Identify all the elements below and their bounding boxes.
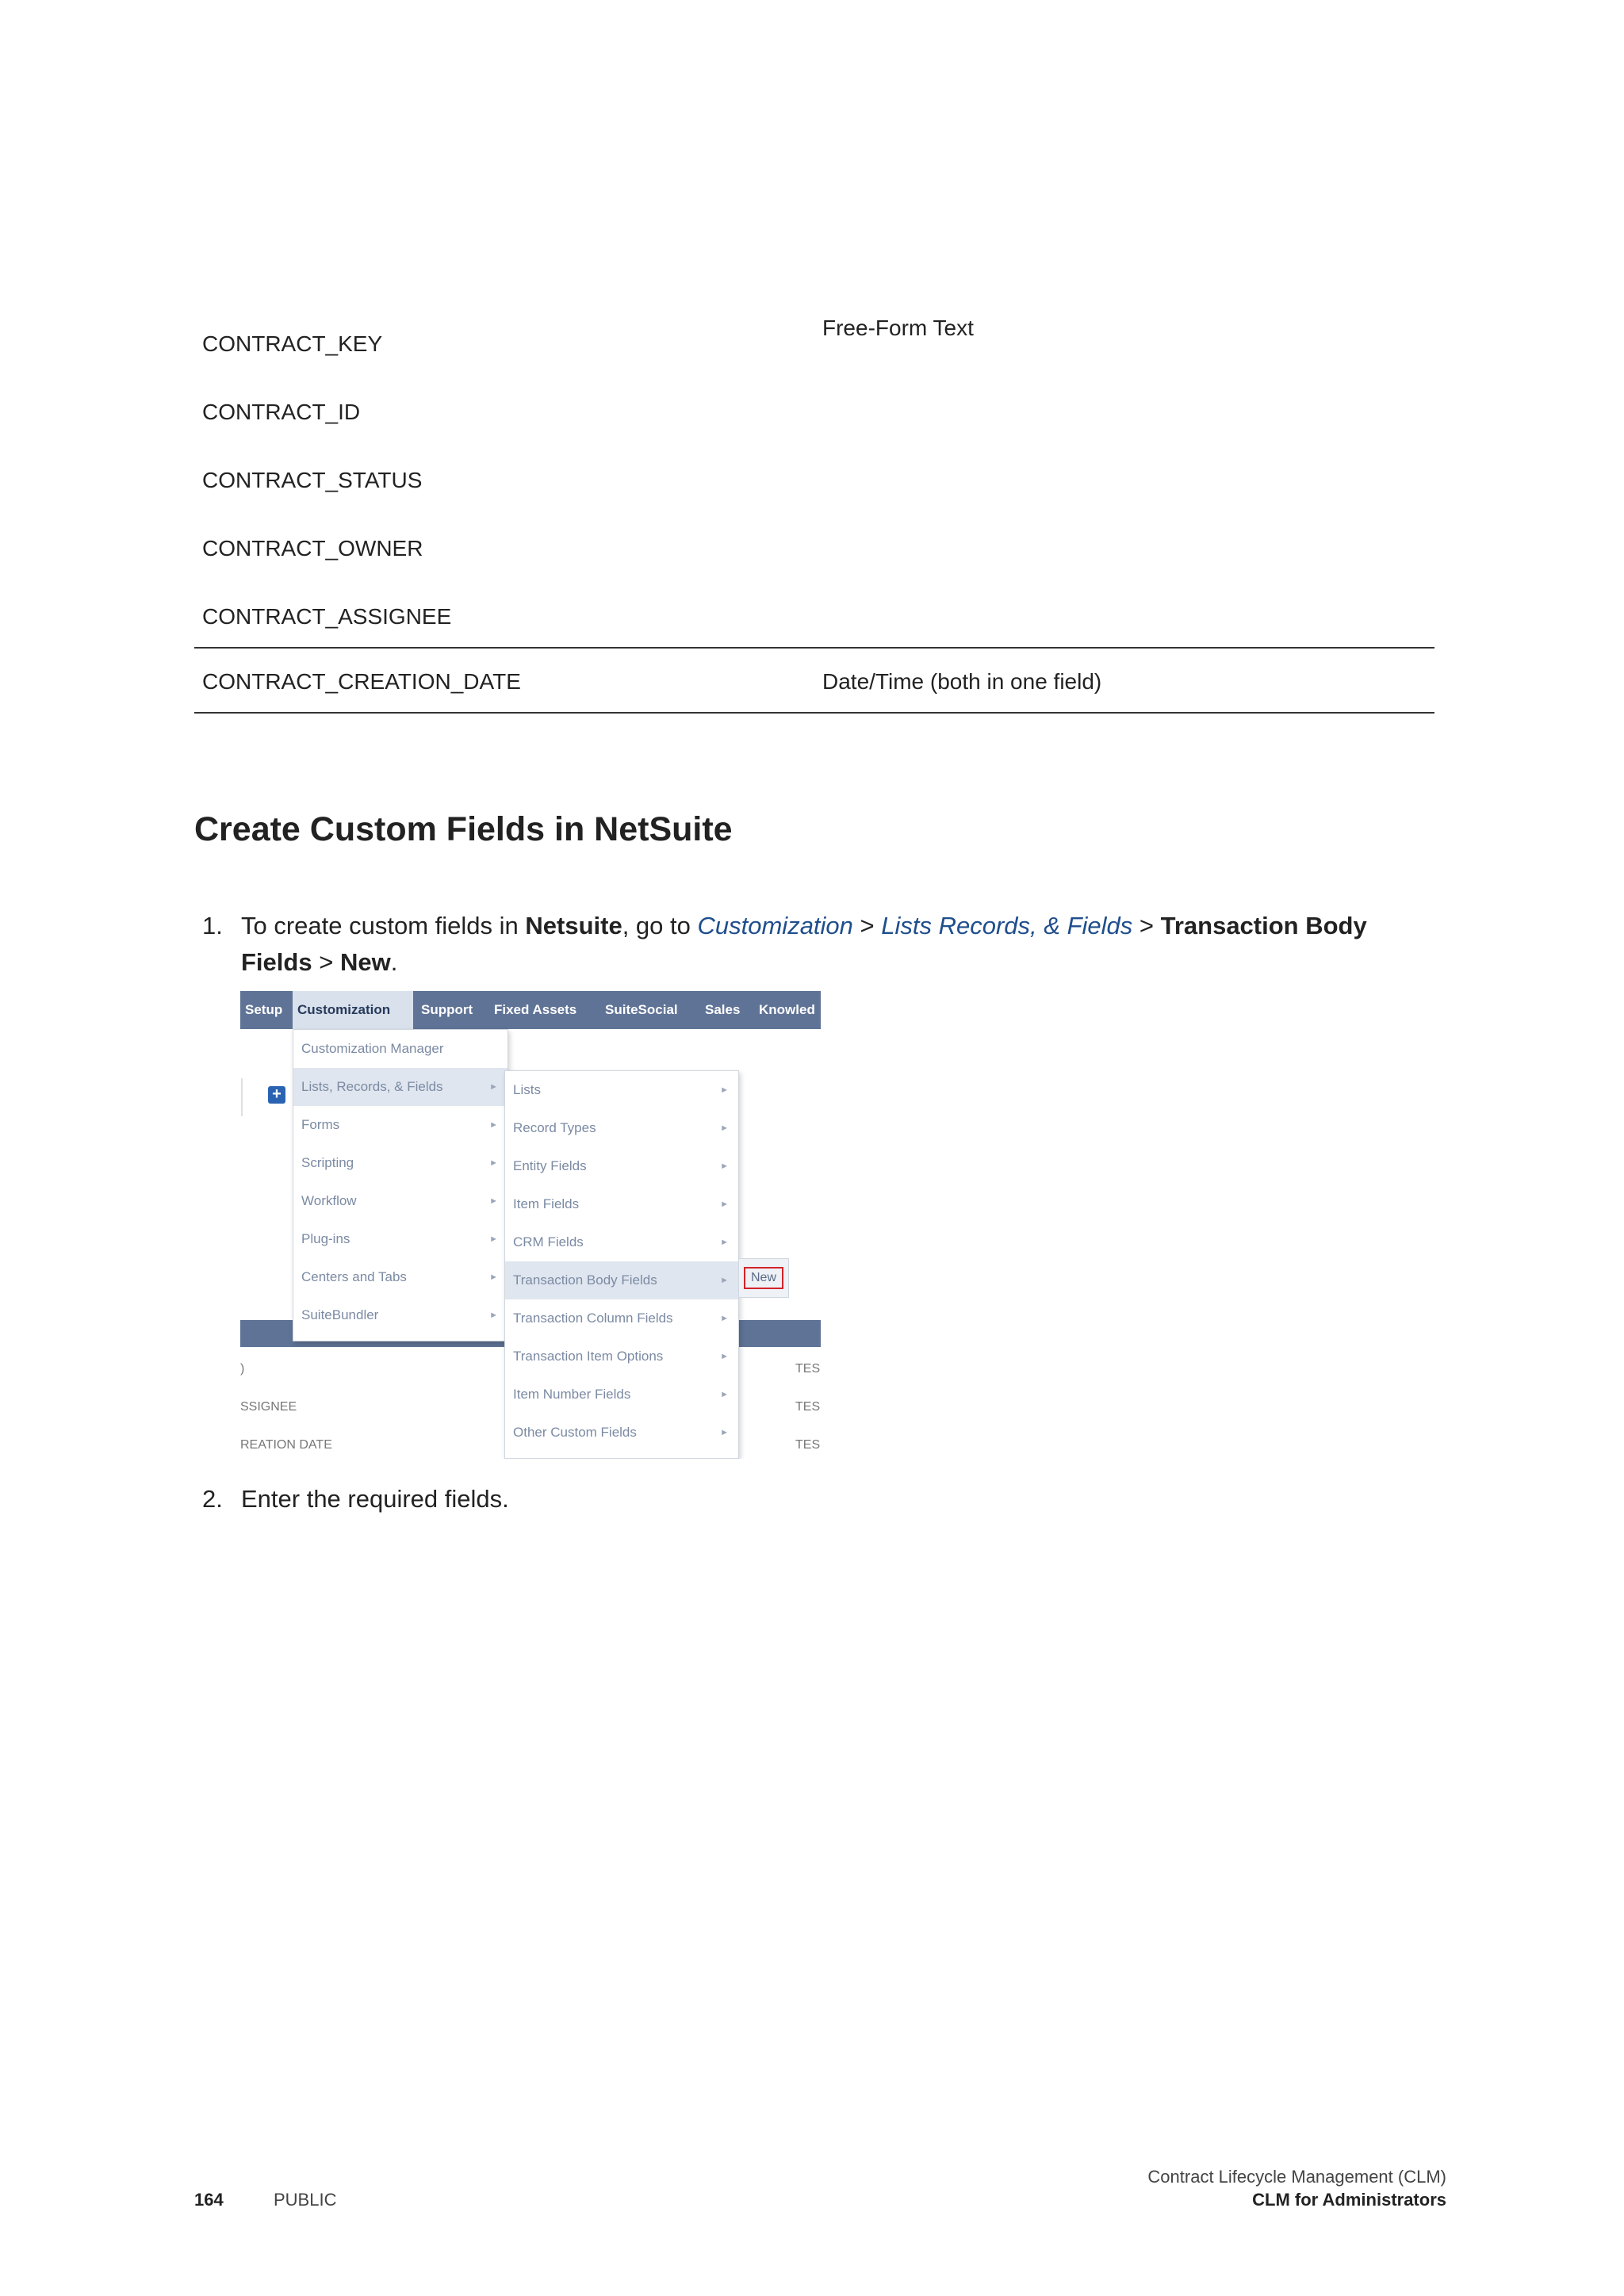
menu-item-label: Transaction Column Fields: [513, 1311, 673, 1326]
netsuite-menu-screenshot: [240, 991, 821, 1459]
menu-item-label: Workflow: [301, 1193, 357, 1208]
field-name: CONTRACT_ASSIGNEE: [202, 604, 452, 629]
background-list-text: TES: [795, 1400, 821, 1414]
menu-item-label: Centers and Tabs: [301, 1269, 407, 1284]
nav-tab-suitesocial[interactable]: SuiteSocial: [605, 1002, 678, 1017]
step-text-part: , go to: [622, 912, 698, 939]
menu-item-plug-ins[interactable]: [293, 1220, 508, 1258]
nav-tab-sales[interactable]: Sales: [705, 1002, 741, 1017]
menu-item-label: Item Fields: [513, 1196, 580, 1211]
submenu-arrow-icon: ►: [489, 1196, 498, 1206]
background-list-text: REATION DATE: [240, 1438, 332, 1452]
new-flyout: [738, 1258, 789, 1298]
document-title: Contract Lifecycle Management (CLM): [1147, 2167, 1446, 2187]
page-edge-line: [241, 1078, 243, 1116]
menu-item-label: Lists, Records, & Fields: [301, 1079, 443, 1094]
submenu-arrow-icon: ►: [720, 1200, 729, 1209]
field-name: CONTRACT_STATUS: [202, 468, 423, 492]
menu-item-label: CRM Fields: [513, 1234, 584, 1249]
menu-item-label: Customization Manager: [301, 1041, 444, 1056]
background-list-text: ): [240, 1362, 245, 1376]
customization-menu: [293, 1029, 508, 1341]
menu-item-label: Item Number Fields: [513, 1387, 631, 1402]
menu-item-label: Entity Fields: [513, 1158, 587, 1173]
nav-tab-customization[interactable]: Customization: [293, 991, 413, 1029]
classification-label: PUBLIC: [274, 2190, 337, 2210]
menu-item-label: Other Custom Fields: [513, 1425, 637, 1440]
menu-item-label: Forms: [301, 1117, 340, 1132]
field-name: CONTRACT_OWNER: [202, 536, 423, 561]
submenu-arrow-icon: ►: [489, 1311, 498, 1320]
submenu-item-item-number-fields[interactable]: [505, 1376, 738, 1414]
step-text: [241, 908, 1391, 981]
nav-tab-fixed-assets[interactable]: Fixed Assets: [494, 1002, 577, 1017]
submenu-item-record-types[interactable]: [505, 1109, 738, 1147]
menu-item-label: Transaction Item Options: [513, 1349, 664, 1364]
submenu-arrow-icon: ►: [720, 1428, 729, 1437]
submenu-arrow-icon: ►: [720, 1161, 729, 1171]
new-term: New: [339, 948, 391, 976]
submenu-arrow-icon: ►: [720, 1276, 729, 1285]
menu-item-label: Lists: [513, 1082, 541, 1097]
menu-item-suitebundler[interactable]: [293, 1296, 508, 1334]
submenu-arrow-icon: ►: [489, 1234, 498, 1244]
submenu-arrow-icon: ►: [720, 1085, 729, 1095]
menu-item-centers-and-tabs[interactable]: [293, 1258, 508, 1296]
menu-item-label: SuiteBundler: [301, 1307, 379, 1322]
customization-link[interactable]: Customization: [697, 912, 853, 939]
step-text: Enter the required fields.: [241, 1485, 509, 1513]
path-separator: >: [312, 948, 340, 976]
menu-item-lists-records-fields[interactable]: [293, 1068, 508, 1106]
submenu-item-crm-fields[interactable]: [505, 1223, 738, 1261]
background-list-text: TES: [795, 1438, 821, 1452]
submenu-item-item-fields[interactable]: [505, 1185, 738, 1223]
field-name: CONTRACT_KEY: [202, 331, 383, 356]
submenu-item-transaction-item-options[interactable]: [505, 1337, 738, 1376]
lists-records-fields-link[interactable]: Lists Records, & Fields: [881, 912, 1133, 939]
menu-item-customization-manager[interactable]: [293, 1030, 508, 1068]
menu-item-label: Scripting: [301, 1155, 354, 1170]
step-number: 1.: [202, 912, 223, 939]
submenu-arrow-icon: ►: [720, 1238, 729, 1247]
submenu-arrow-icon: ►: [489, 1158, 498, 1168]
section-title: Create Custom Fields in NetSuite: [194, 810, 733, 848]
menu-item-forms[interactable]: [293, 1106, 508, 1144]
document-subtitle: CLM for Administrators: [1252, 2190, 1446, 2210]
path-separator: >: [852, 912, 882, 939]
submenu-item-transaction-body-fields[interactable]: [505, 1261, 738, 1299]
menu-item-workflow[interactable]: [293, 1182, 508, 1220]
background-list-text: SSIGNEE: [240, 1400, 297, 1414]
background-list-text: TES: [795, 1362, 821, 1376]
submenu-arrow-icon: ►: [720, 1314, 729, 1323]
submenu-arrow-icon: ►: [720, 1390, 729, 1399]
step-text-part: .: [390, 948, 398, 976]
nav-tab-setup[interactable]: Setup: [245, 1002, 283, 1017]
field-name: CONTRACT_CREATION_DATE: [202, 669, 521, 694]
menu-item-scripting[interactable]: [293, 1144, 508, 1182]
submenu-item-entity-fields[interactable]: [505, 1147, 738, 1185]
field-type: Date/Time (both in one field): [822, 669, 1102, 694]
menu-item-label: Plug-ins: [301, 1231, 350, 1246]
submenu-item-lists[interactable]: [505, 1071, 738, 1109]
step-text-part: To create custom fields in: [241, 912, 526, 939]
new-button[interactable]: New: [744, 1267, 783, 1289]
transaction-body-fields-term: Transaction Body Fields: [241, 912, 1367, 976]
path-separator: >: [1132, 912, 1161, 939]
submenu-arrow-icon: ►: [489, 1082, 498, 1092]
netsuite-term: Netsuite: [525, 912, 622, 939]
nav-tab-knowledge[interactable]: Knowled: [759, 1002, 815, 1017]
submenu-item-other-custom-fields[interactable]: [505, 1414, 738, 1452]
submenu-item-transaction-column-fields[interactable]: [505, 1299, 738, 1337]
netsuite-nav-bar: [240, 991, 821, 1029]
submenu-arrow-icon: ►: [720, 1123, 729, 1133]
plus-icon[interactable]: +: [268, 1086, 285, 1104]
menu-item-label: Transaction Body Fields: [513, 1272, 657, 1288]
submenu-arrow-icon: ►: [489, 1272, 498, 1282]
table-divider: [194, 647, 1434, 649]
submenu-arrow-icon: ►: [489, 1120, 498, 1130]
page-number: 164: [194, 2190, 224, 2210]
field-name: CONTRACT_ID: [202, 400, 361, 424]
nav-tab-support[interactable]: Support: [421, 1002, 473, 1017]
table-bottom-rule: [194, 712, 1434, 714]
menu-item-label: Record Types: [513, 1120, 596, 1135]
field-type: Free-Form Text: [822, 316, 974, 340]
submenu-arrow-icon: ►: [720, 1352, 729, 1361]
step-number: 2.: [202, 1485, 223, 1513]
lists-records-fields-submenu: [504, 1070, 739, 1459]
